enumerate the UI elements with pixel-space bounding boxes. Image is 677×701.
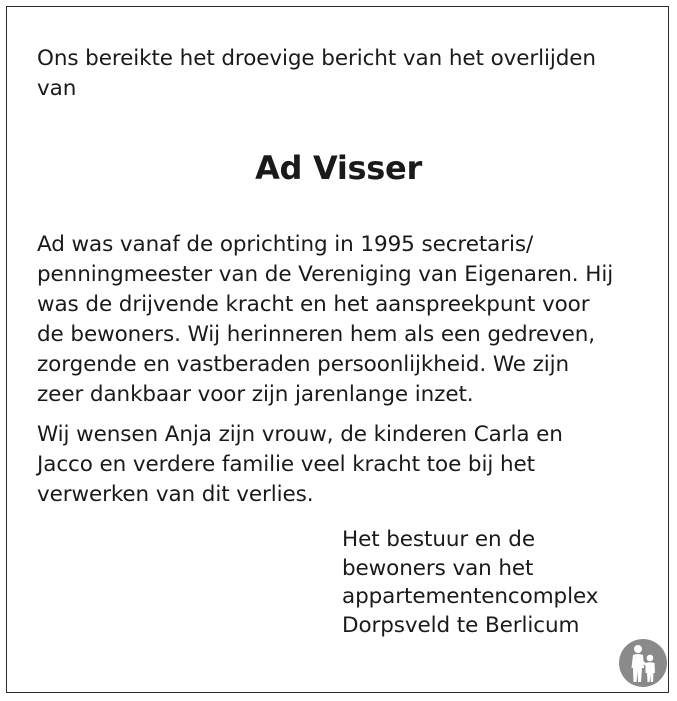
intro-line: van: [37, 76, 77, 101]
paragraph-line: Wij wensen Anja zijn vrouw, de kinderen Carla en: [37, 422, 563, 447]
signature-line: Dorpsveld te Berlicum: [342, 612, 580, 638]
signature-line: Het bestuur en de: [342, 527, 535, 552]
paragraph-line: verwerken van dit verlies.: [37, 482, 314, 507]
signature-line: bewoners van het: [342, 555, 534, 581]
memorial-figures-icon: [618, 638, 668, 688]
condolence-paragraph: [37, 420, 647, 510]
paragraph-line: zorgende en vastberaden persoonlijkheid. We zijn: [37, 352, 570, 377]
paragraph-line: penningmeester van de Vereniging van Eigenaren. Hij: [37, 262, 614, 287]
paragraph-line: de bewoners. Wij herinneren hem als een gedreven,: [37, 322, 596, 347]
paragraph-line: zeer dankbaar voor zijn jarenlange inzet.: [37, 382, 474, 407]
intro-line: Ons bereikte het droevige bericht van het overlijden: [37, 46, 596, 71]
deceased-name: Ad Visser: [255, 149, 422, 187]
paragraph-line: Ad was vanaf de oprichting in 1995 secretaris/: [37, 232, 534, 257]
paragraph-line: was de drijvende kracht en het aanspreekpunt voor: [37, 292, 590, 317]
intro-text: [37, 44, 637, 104]
paragraph-line: Jacco en verdere familie veel kracht toe bij het: [37, 452, 535, 477]
signature-block: [342, 526, 598, 640]
tribute-paragraph: [37, 230, 647, 410]
signature-line: appartementencomplex: [342, 584, 599, 609]
